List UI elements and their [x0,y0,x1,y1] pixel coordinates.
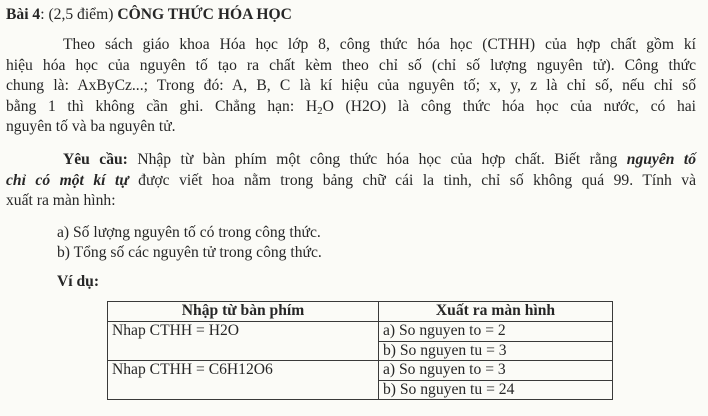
intro-line-4-end: O (H2O) là công thức hóa học của nước, có hai [322,97,697,115]
requirement-emphasis-2: chỉ có một kí tự [6,171,129,189]
requirement-label: Yêu cầu: [63,151,128,168]
example-label: Ví dụ: [57,273,100,290]
example-2-output-a: a) So nguyen to = 3 [379,361,613,381]
example-1-input: Nhap CTHH = H2O [108,322,379,361]
example-table [107,301,613,400]
task-a: a) Số lượng nguyên tố có trong công thức. [57,224,321,241]
water-subscript: 2 [317,104,323,117]
intro-line-3: chung là: AxByCz...; Trong đó: A, B, C là kí hiệu của nguyên tố; x, y, z là chỉ số, nếu chỉ số [6,77,696,95]
example-1-output-b: b) So nguyen tu = 3 [379,341,613,361]
example-header-row [108,302,613,322]
requirement-emphasis-1: nguyên tố [626,151,696,168]
problem-name: CÔNG THỨC HÓA HỌC [117,6,292,23]
requirement-line-3: xuất ra màn hình: [6,192,116,210]
task-b: b) Tổng số các nguyên tử trong công thức. [57,244,322,261]
header-input: Nhập từ bàn phím [108,302,379,322]
requirement-paragraph [6,150,696,212]
table-row [108,322,613,342]
intro-line-2: hiệu hóa học của nguyên tố tạo ra chất kèm theo chỉ số (chỉ số lượng nguyên tử). Công thức [6,56,696,74]
requirement-text-1: Nhập từ bàn phím một công thức hóa học của hợp chất. Biết rằng [127,151,627,168]
problem-number: Bài 4 [6,6,41,23]
requirement-text-2: được viết hoa nằm trong bảng chữ cái la tinh, chỉ số không quá 99. Tính và [128,171,696,189]
example-2-input: Nhap CTHH = C6H12O6 [108,361,379,400]
header-output: Xuất ra màn hình [379,302,613,322]
intro-paragraph [6,35,696,138]
problem-points: : (2,5 điểm) [40,6,118,23]
intro-line-4 [6,97,696,118]
problem-title [6,5,292,26]
requirement-line-1 [6,150,696,171]
requirement-line-2 [6,171,696,192]
intro-line-4-start: bằng 1 thì không cần ghi. Chẳng hạn: H [6,97,318,115]
intro-line-5: nguyên tố và ba nguyên tử. [6,118,176,136]
example-1-output-a: a) So nguyen to = 2 [379,322,613,342]
example-2-output-b: b) So nguyen tu = 24 [379,380,613,400]
intro-line-1: Theo sách giáo khoa Hóa học lớp 8, công thức hóa học (CTHH) của hợp chất gồm kí [63,36,696,53]
table-row [108,361,613,381]
